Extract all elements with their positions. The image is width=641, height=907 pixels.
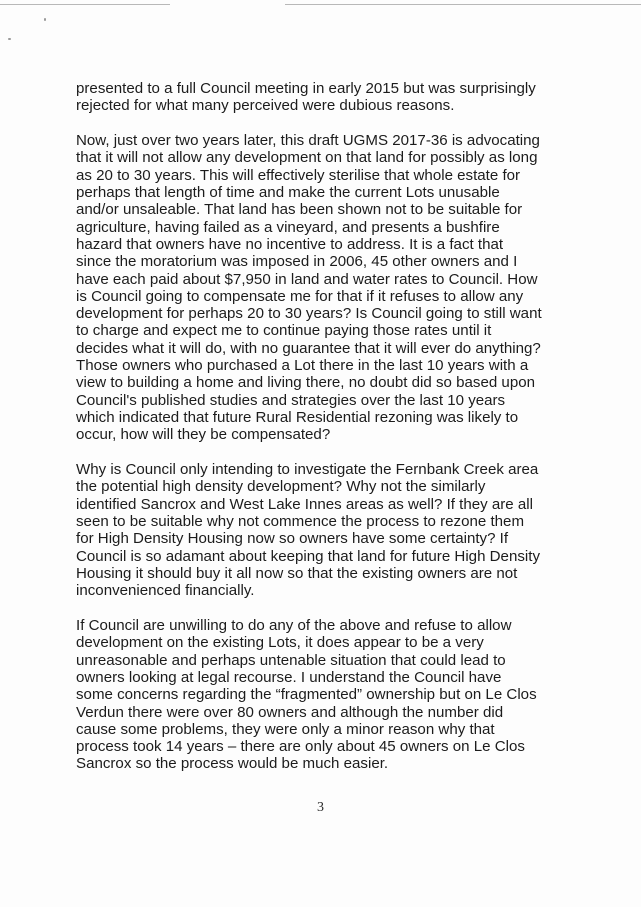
scan-top-rule-right xyxy=(285,4,641,5)
text-line: perhaps that length of time and make the current Lots unusable xyxy=(76,184,500,202)
text-line: development for perhaps 20 to 30 years? Is Council going to still want xyxy=(76,305,542,323)
page-number: 3 xyxy=(317,800,324,815)
text-line: agriculture, having failed as a vineyard, and presents a bushfire xyxy=(76,218,500,236)
text-line: view to building a home and living there, no doubt did so based upon xyxy=(76,374,536,392)
text-line: hazard that owners have no incentive to address. It is a fact that xyxy=(76,235,504,253)
paragraph xyxy=(76,80,576,115)
text-line: since the moratorium was imposed in 2006, 45 other owners and I xyxy=(76,253,518,271)
text-line: is Council going to compensate me for that if it refuses to allow any xyxy=(76,287,524,305)
text-line: to charge and expect me to continue paying those rates until it xyxy=(76,322,492,340)
text-line: have each paid about $7,950 in land and water rates to Council. How xyxy=(76,270,538,288)
text-line: Housing it should buy it all now so that the existing owners are not xyxy=(76,564,518,582)
text-line: Those owners who purchased a Lot there in the last 10 years with a xyxy=(76,357,529,375)
text-line: seen to be suitable why not commence the process to rezone them xyxy=(76,513,525,531)
text-line: the potential high density development? Why not the similarly xyxy=(76,478,486,496)
text-line: that it will not allow any development on that land for possibly as long xyxy=(76,149,538,167)
paragraph xyxy=(76,132,576,443)
text-line: inconvenienced financially. xyxy=(76,582,255,600)
text-line: unreasonable and perhaps untenable situation that could lead to xyxy=(76,651,506,669)
text-line: occur, how will they be compensated? xyxy=(76,426,331,444)
text-line: presented to a full Council meeting in early 2015 but was surprisingly xyxy=(76,80,536,97)
text-line: as 20 to 30 years. This will effectively sterilise that whole estate for xyxy=(76,166,521,184)
text-line: which indicated that future Rural Residential rezoning was likely to xyxy=(76,408,519,426)
text-line: and/or unsaleable. That land has been shown not to be suitable for xyxy=(76,201,523,219)
text-line: Sancrox so the process would be much easier. xyxy=(76,755,389,773)
text-line: Verdun there were over 80 owners and although the number did xyxy=(76,703,504,721)
text-line: process took 14 years – there are only about 45 owners on Le Clos xyxy=(76,738,525,756)
scan-speck xyxy=(44,18,46,21)
text-line: identified Sancrox and West Lake Innes areas as well? If they are all xyxy=(76,495,533,513)
text-line: cause some problems, they were only a minor reason why that xyxy=(76,720,495,738)
text-line: development on the existing Lots, it does appear to be a very xyxy=(76,634,484,652)
text-line: decides what it will do, with no guarantee that it will ever do anything? xyxy=(76,339,541,357)
text-line: owners looking at legal recourse. I understand the Council have xyxy=(76,668,502,686)
scan-speck xyxy=(8,38,11,40)
text-line: Why is Council only intending to investigate the Fernbank Creek area xyxy=(76,461,539,479)
text-line: for High Density Housing now so owners have some certainty? If xyxy=(76,530,509,548)
text-line: Council is so adamant about keeping that land for future High Density xyxy=(76,547,540,565)
paragraph xyxy=(76,617,576,773)
paragraph xyxy=(76,461,576,599)
scan-top-rule-left xyxy=(0,4,170,5)
text-line: some concerns regarding the “fragmented” ownership but on Le Clos xyxy=(76,686,537,704)
text-line: Council's published studies and strategies over the last 10 years xyxy=(76,391,506,409)
text-line: rejected for what many perceived were dubious reasons. xyxy=(76,97,455,115)
text-line: Now, just over two years later, this draft UGMS 2017-36 is advocating xyxy=(76,132,540,150)
letter-body xyxy=(76,80,576,790)
text-line: If Council are unwilling to do any of the above and refuse to allow xyxy=(76,617,512,635)
